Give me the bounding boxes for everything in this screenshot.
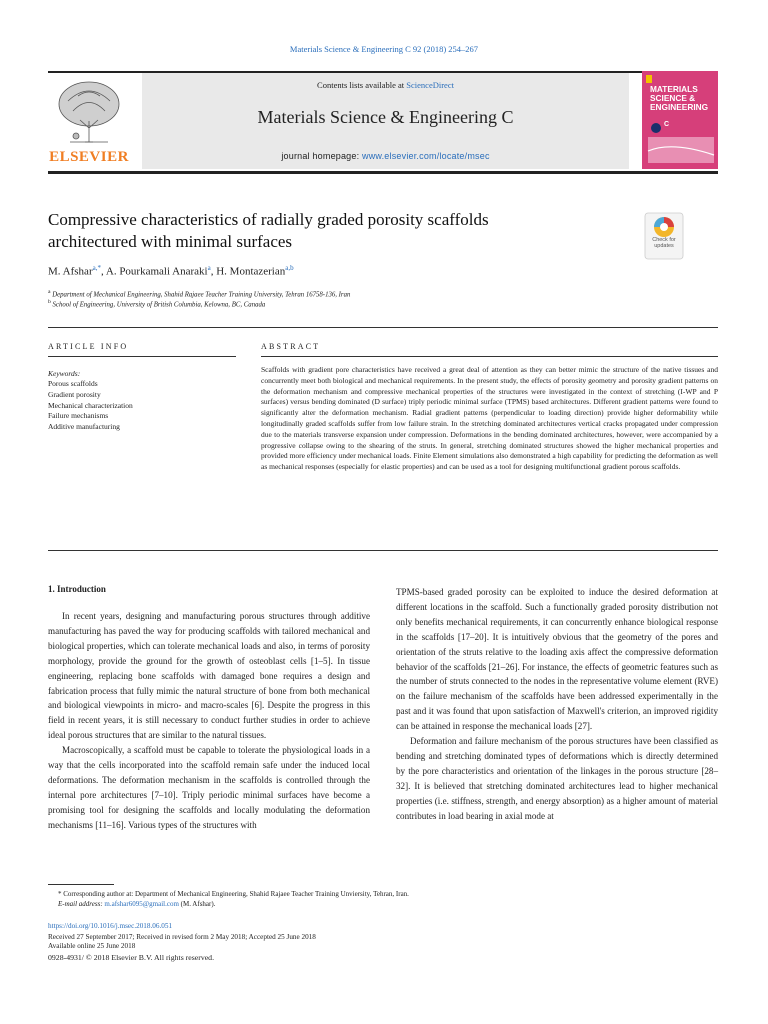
homepage-prefix: journal homepage: (281, 151, 362, 161)
author-name[interactable]: A. Pourkamali Anaraki (105, 265, 208, 278)
footnote-rule (48, 884, 114, 885)
doi-link[interactable]: https://doi.org/10.1016/j.msec.2018.06.051 (48, 922, 173, 930)
journal-reference[interactable] (0, 44, 768, 54)
contents-line (142, 80, 629, 90)
affiliation (48, 299, 668, 308)
email-line (48, 899, 409, 909)
affiliation-text: Department of Mechanical Engineering, Shahid Rajaee Teacher Training University, Tehran 16758-136, Iran (52, 291, 351, 299)
received-dates: Received 27 September 2017; Received in revised form 2 May 2018; Accepted 25 June 2018 (48, 933, 316, 941)
abstract-label: ABSTRACT (261, 342, 321, 351)
crossmark-label: Check for updates (652, 237, 676, 249)
journal-title: Materials Science & Engineering C (257, 107, 514, 127)
body-paragraph: Macroscopically, a scaffold must be capable to tolerate the physiological loads in a way that the cells incorporated into the scaffold remain safe under the induced local deformations. The deformation mechanism in the scaffolds is controlled through the internal pore architectures [7–10]. Triply periodic minimal surfaces have become a promising tool for designing the scaffolds and locally modulating the deformation mechanisms [11–16]. Various types of the structures with (48, 745, 370, 830)
article-info-label: ARTICLE INFO (48, 342, 129, 351)
article-dates (48, 933, 316, 951)
body-column-right (396, 585, 718, 824)
elsevier-wordmark: ELSEVIER (49, 149, 129, 165)
affiliation-marker: b (48, 299, 51, 305)
abstract-text: Scaffolds with gradient pore characteristics have received a great deal of attention as they can better mimic the structure of the native tissues and concurrently meet both biological and mechanical requirements. In the present study, the effects of porosity geometry and porosity gradient patterns on the deformation mechanism and compressive mechanical properties of the structures were investigated in the context of stretching (I-WP and P surfaces) versus bending dominated (D surface) triply periodic minimal surface (TPMS) based architectures. Different gradient patterns were found to significantly alter the deformation mechanism. Radial gradient patterns (perpendicular to loading direction) provide higher deformability while longitudinally graded scaffolds suffer from low failure strain. In the stretching dominated architectures vertical cracks propagated under compression due to the materials transverse expansion under compression. Deformations in the bending dominated architectures, however, were accompanied by a progressive collapse owing to the shearing of the struts. In general, stretching dominated structures showed the higher mechanical properties and provided more efficiency under mechanical loads. Finite Element simulations also demonstrated a high capability for predicting the deformation as well as mechanical responses (especially for elastic properties) and can be used as a tool for designing multifunctional gradient porous scaffolds. (261, 365, 718, 472)
keyword-item: Porous scaffolds (48, 379, 98, 388)
article-title-line-1: Compressive characteristics of radially graded porosity scaffolds (48, 210, 489, 229)
keywords-list (48, 379, 133, 433)
article-title (48, 209, 608, 253)
email-suffix: (M. Afshar). (180, 900, 216, 908)
available-online-date: Available online 25 June 2018 (48, 942, 136, 950)
banner-bottom-rule (48, 171, 718, 174)
cover-title: MATERIALS SCIENCE & ENGINEERING (650, 84, 709, 112)
affiliation-text: School of Engineering, University of British Columbia, Kelowna, BC, Canada (52, 301, 266, 309)
author-affiliation-sup[interactable]: a,* (92, 264, 101, 272)
journal-reference-link[interactable]: Materials Science & Engineering C 92 (2018) 254–267 (289, 44, 479, 54)
contents-prefix: Contents lists available at (317, 80, 407, 90)
author-affiliation-sup[interactable]: a (207, 264, 211, 272)
homepage-link[interactable]: www.elsevier.com/locate/msec (362, 151, 490, 161)
cover-letter: C (664, 121, 670, 128)
email-link[interactable]: m.afshar6095@gmail.com (104, 900, 179, 908)
author-name[interactable]: H. Montazerian (216, 265, 286, 278)
keyword-item: Gradient porosity (48, 389, 101, 399)
affiliation (48, 289, 668, 298)
email-label: E-mail address: (58, 900, 103, 908)
journal-cover-image (642, 71, 718, 169)
body-column-left (48, 609, 370, 833)
keyword-item: Mechanical characterization (48, 400, 133, 410)
body-paragraph: Deformation and failure mechanism of the porous structures have been classified as bending and stretching dominated types of deformations which is directly determined by the pore characteristics and orientation of the linkages in the porous structure [28–32]. It is believed that stretching dominated architectures lead to higher mechanical properties (i.e. stiffness, strength, and energy absorption) as a higher amount of material contributes in load bearing in axial mode at (396, 736, 718, 821)
doi[interactable] (48, 922, 172, 930)
author-list: M. Afshar$^{a,*}$, A. Pourkamali Anaraki$^a$, H. Montazerian$^{a,b}$ (48, 264, 294, 278)
corresponding-author-text: * Corresponding author at: Department of Mechanical Engineering, Shahid Rajaee Teacher Training Unviersity, Tehran, Iran. (58, 890, 409, 898)
article-info-rule (48, 356, 236, 357)
abstract-rule (261, 356, 718, 357)
keyword-item: Additive manufacturing (48, 422, 120, 432)
affiliation-marker: a (48, 289, 51, 295)
body-paragraph: TPMS-based graded porosity can be exploited to induce the desired deformation at different locations in the scaffold. Such a functionally graded porosity distribution not only benefits mechanical requirements, it can concurrently enhance biological response in the scaffolds [17–20]. It is intuitively obvious that the geometry of the pores and orientation of the struts relative to the loading axis affect the compressive deformation behavior of the scaffolds [21–26]. For instance, the effects of geometric features such as the number of struts connected to the nodes in the representative volume element (RVE) on the failure mechanism of the scaffolds have been addressed experimentally in the past and it was found that upon satisfaction of Maxwell's criterion, an improved rigidity can be attained in response the mechanical loads [27]. (396, 587, 718, 732)
keyword-item: Failure mechanisms (48, 411, 109, 421)
journal-homepage (142, 151, 629, 161)
sciencedirect-link[interactable]: ScienceDirect (406, 80, 454, 90)
corresponding-author-note (48, 889, 409, 909)
section-divider (48, 327, 718, 328)
keywords-heading: Keywords: (48, 369, 81, 378)
section-heading-introduction: 1. Introduction (48, 584, 106, 594)
abstract-bottom-divider (48, 550, 718, 551)
article-title-line-2: architectured with minimal surfaces (48, 232, 293, 251)
author-name[interactable]: M. Afshar (48, 265, 93, 278)
body-paragraph: In recent years, designing and manufacturing porous structures through additive manufacturing has paved the way for producing scaffolds with tailored mechanical and biological properties, which can tolerate mechanical loads and also, in terms of porosity morphology, provide the ground for the growth of osteoblast cells [1–5]. In tissue engineering, replacing bone scaffolds with damaged bone requires a design and fabrication process that fully mimic the natural structure of bone from both mechanical and biological viewpoints in micro- and macro-scales [6]. Despite the progress in this field in recent years, it is still necessary to conduct further studies in order to achieve ideal porous structures that are similar to the natural tissues. (48, 611, 370, 741)
issn-copyright: 0928-4931/ © 2018 Elsevier B.V. All rights reserved. (48, 953, 215, 962)
author-affiliation-sup[interactable]: a,b (285, 264, 294, 272)
crossmark-icon[interactable] (644, 212, 684, 260)
